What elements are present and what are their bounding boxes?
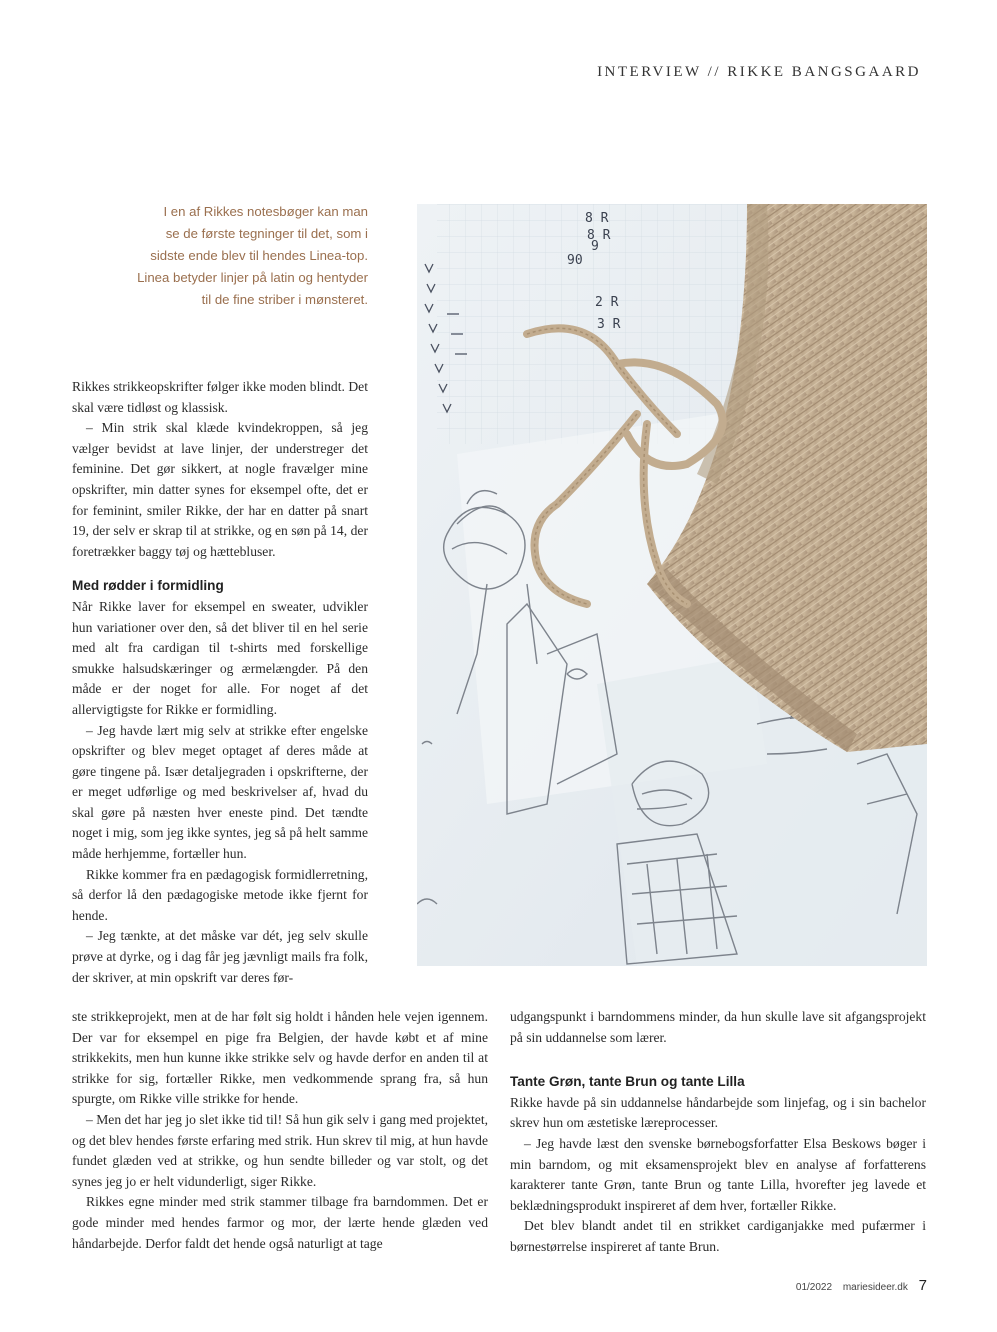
article-paragraph: udgangspunkt i barndommens minder, da hun skulle lave sit afgangsprojekt på sin uddannelse som lærer. [510,1009,926,1045]
issue-number: 01/2022 [795,1282,833,1293]
subheading: Med rødder i formidling [72,578,224,594]
article-paragraph: ste strikkeprojekt, men at de har følt sig holdt i hånden hele vejen igennem. Der var for eksempel en pige fra Belgien, der havde købt et af mine strikkekits, men hun kunne ikke strikke selv og havde derfor en anden til at strikke for sig, fortæller Rikke, men vedkommende sprang fra, så hun spurgte, om Rikke ville strikke for hende. [72,1009,488,1107]
knitting-sketch-photo [417,204,927,966]
note: 8 R [585,211,609,226]
article-paragraph: – Jeg tænkte, at det måske var dét, jeg selv skulle prøve at dyrke, og i dag får jeg jævnligt mails fra folk, der skriver, at min opskrift var deres før- [72,928,368,985]
subheading: Tante Grøn, tante Brun og tante Lilla [510,1074,745,1090]
website: mariesideer.dk [842,1282,908,1293]
note: 8 R [587,228,611,243]
article-paragraph: Det blev blandt andet til en strikket cardiganjakke med pufærmer i børnestørrelse inspireret af tante Brun. [510,1218,926,1254]
article-paragraph: Når Rikke laver for eksempel en sweater, udvikler hun variationer over den, så det bliver til en hel serie med alt fra cardigan til t-shirts med forskellige smukke halsudskæringer og ærmelængder. På den måde er der noget for alle. For noget af det allervigtigste for Rikke er formidling. [72,598,368,717]
caption-line: sidste ende blev til hendes Linea-top. [150,248,368,263]
page-footer [788,1277,927,1294]
article-paragraph: – Jeg havde lært mig selv at strikke efter engelske opskrifter og blev meget optaget af deres måde at gøre tingene på. Især detaljegraden i opskrifterne, der er meget udførlige og med beskrivelser af, hvad du skal gøre på næsten hver eneste pind. Det tændte noget i mig, som jeg ikke syntes, jeg så på helt samme måde herhjemme, fortæller hun. [72,722,368,862]
photo-illustration [417,204,927,966]
note: 2 R [595,295,619,310]
caption-line: I en af Rikkes notesbøger kan man [163,204,368,219]
article-paragraph: – Min strik skal klæde kvindekroppen, så jeg vælger bevidst at lave linjer, der understreger det feminine. Det gør sikkert, at nogle fravælger mine opskrifter, min datter synes for eksempel ofte, det er for feminint, smiler Rikke, der har en datter på snart 19, der selv er skrap til at strikke, og en søn på 14, der foretrækker baggy tøj og hættebluser. [72,420,368,559]
article-paragraph: Rikkes strikkeopskrifter følger ikke moden blindt. Det skal være tidløst og klassisk. [72,379,368,415]
article-paragraph: Rikke kommer fra en pædagogisk formidlerretning, så derfor lå den pædagogiske metode ikke fjernt for hende. [72,866,368,923]
caption-line: til de fine striber i mønsteret. [201,292,368,307]
article-column-3 [510,1007,926,1258]
article-paragraph: – Men det har jeg jo slet ikke tid til! Så hun gik selv i gang med projektet, og det blev hendes første erfaring med strik. Hun skrev til mig, at hun havde fundet glæden ved at strikke, og hun sendte billeder og var stolt, og det synes jeg jo er helt vidunderligt, siger Rikke. [72,1111,488,1189]
note: 3 R [597,317,621,332]
article-column-2 [72,1007,488,1254]
article-paragraph: – Jeg havde læst den svenske børnebogsforfatter Elsa Beskows bøger i min barndom, og mit eksamensprojekt blev en analyse af forfatterens karakterer tante Grøn, tante Brun og tante Lilla, hvorefter jeg lavede et beklædningsprodukt inspireret af dem hver, fortæller Rikke. [510,1135,926,1213]
article-column-1 [72,377,368,988]
caption-line: se de første tegninger til det, som i [165,226,368,241]
article-paragraph: Rikkes egne minder med strik stammer tilbage fra barndommen. Det er gode minder med hendes farmor og mor, der lærte hende glæden ved håndarbejde. Derfor faldt det hende også naturligt at tage [72,1194,488,1251]
section-header: INTERVIEW // RIKKE BANGSGAARD [597,64,921,80]
note: 90 [567,253,583,268]
photo-caption [130,201,368,311]
note: 9 [591,239,599,254]
page-number: 7 [918,1277,927,1294]
caption-line: Linea betyder linjer på latin og hentyder [137,270,368,285]
article-paragraph: Rikke havde på sin uddannelse håndarbejde som linjefag, og i sin bachelor skrev hun om æstetiske læreprocesser. [510,1094,926,1131]
